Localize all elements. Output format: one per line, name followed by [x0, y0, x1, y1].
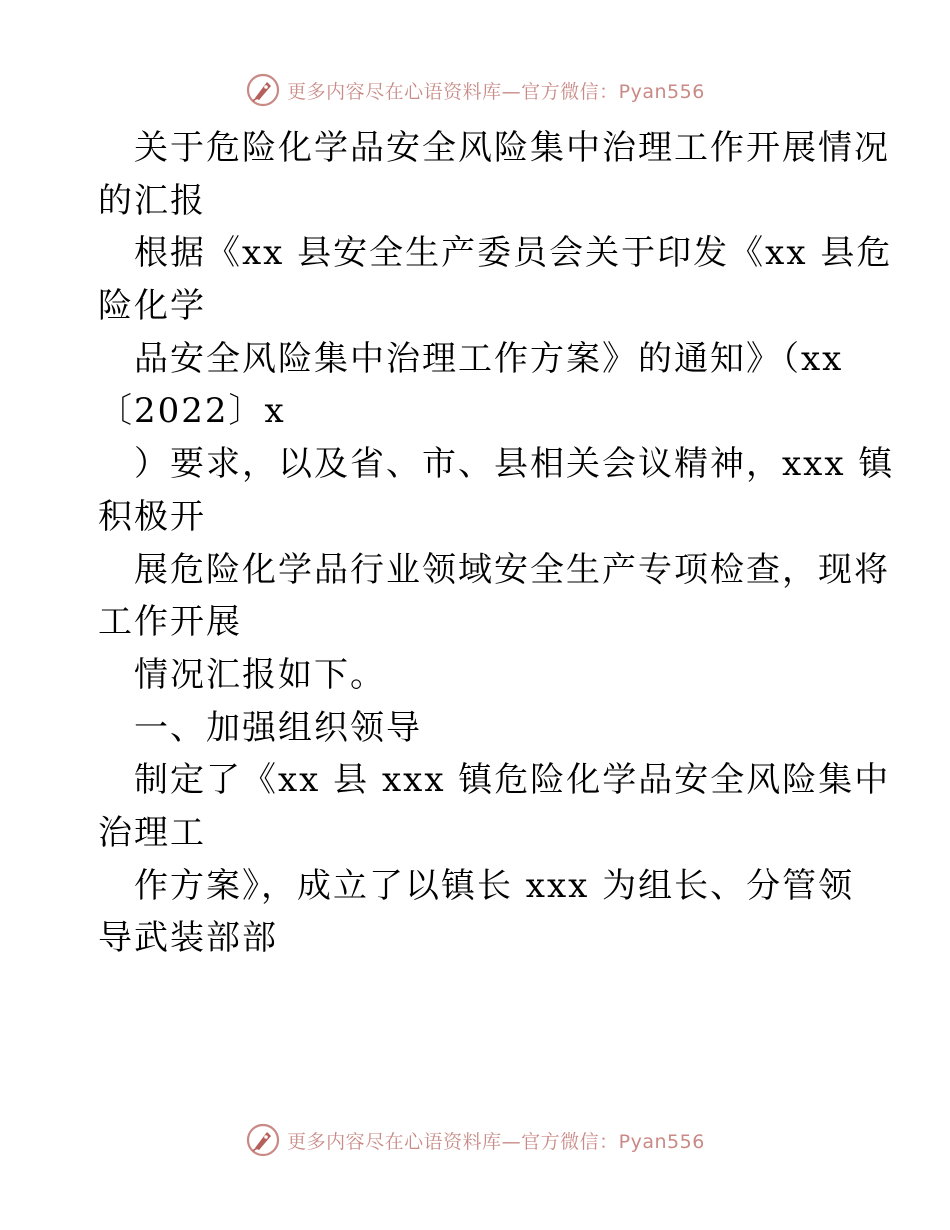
watermark-text: 更多内容尽在心语资料库—官方微信：Pyan556	[287, 80, 705, 103]
footer-watermark	[0, 1120, 950, 1160]
doc-line: 治理工	[98, 812, 206, 853]
watermark-text: 更多内容尽在心语资料库—官方微信：Pyan556	[287, 1130, 705, 1153]
doc-line: 品安全风险集中治理工作方案》的通知》（xx	[134, 338, 844, 379]
doc-line: 制定了《xx 县 xxx 镇危险化学品安全风险集中	[134, 760, 891, 801]
doc-line: 根据《xx 县安全生产委员会关于印发《xx 县危	[134, 233, 893, 274]
pen-nib-logo-icon	[245, 1122, 281, 1158]
header-watermark	[0, 70, 950, 110]
doc-line: 积极开	[98, 496, 206, 537]
doc-line: 展危险化学品行业领域安全生产专项检查，现将	[134, 549, 890, 590]
pen-nib-logo-icon	[245, 72, 281, 108]
doc-line: 工作开展	[98, 602, 242, 643]
doc-line: 险化学	[98, 286, 206, 327]
doc-line: 关于危险化学品安全风险集中治理工作开展情况	[134, 128, 890, 168]
document-body	[98, 122, 895, 965]
doc-line: 作方案》，成立了以镇长 xxx 为组长、分管领	[134, 865, 855, 906]
doc-line: 情况汇报如下。	[134, 654, 386, 695]
doc-line: 的汇报	[98, 180, 206, 221]
doc-line: ）要求，以及省、市、县相关会议精神，xxx 镇	[134, 444, 895, 485]
section-heading: 一、加强组织领导	[134, 707, 422, 748]
doc-line: 导武装部部	[98, 918, 278, 959]
doc-line: 〔2022〕x	[98, 391, 286, 432]
